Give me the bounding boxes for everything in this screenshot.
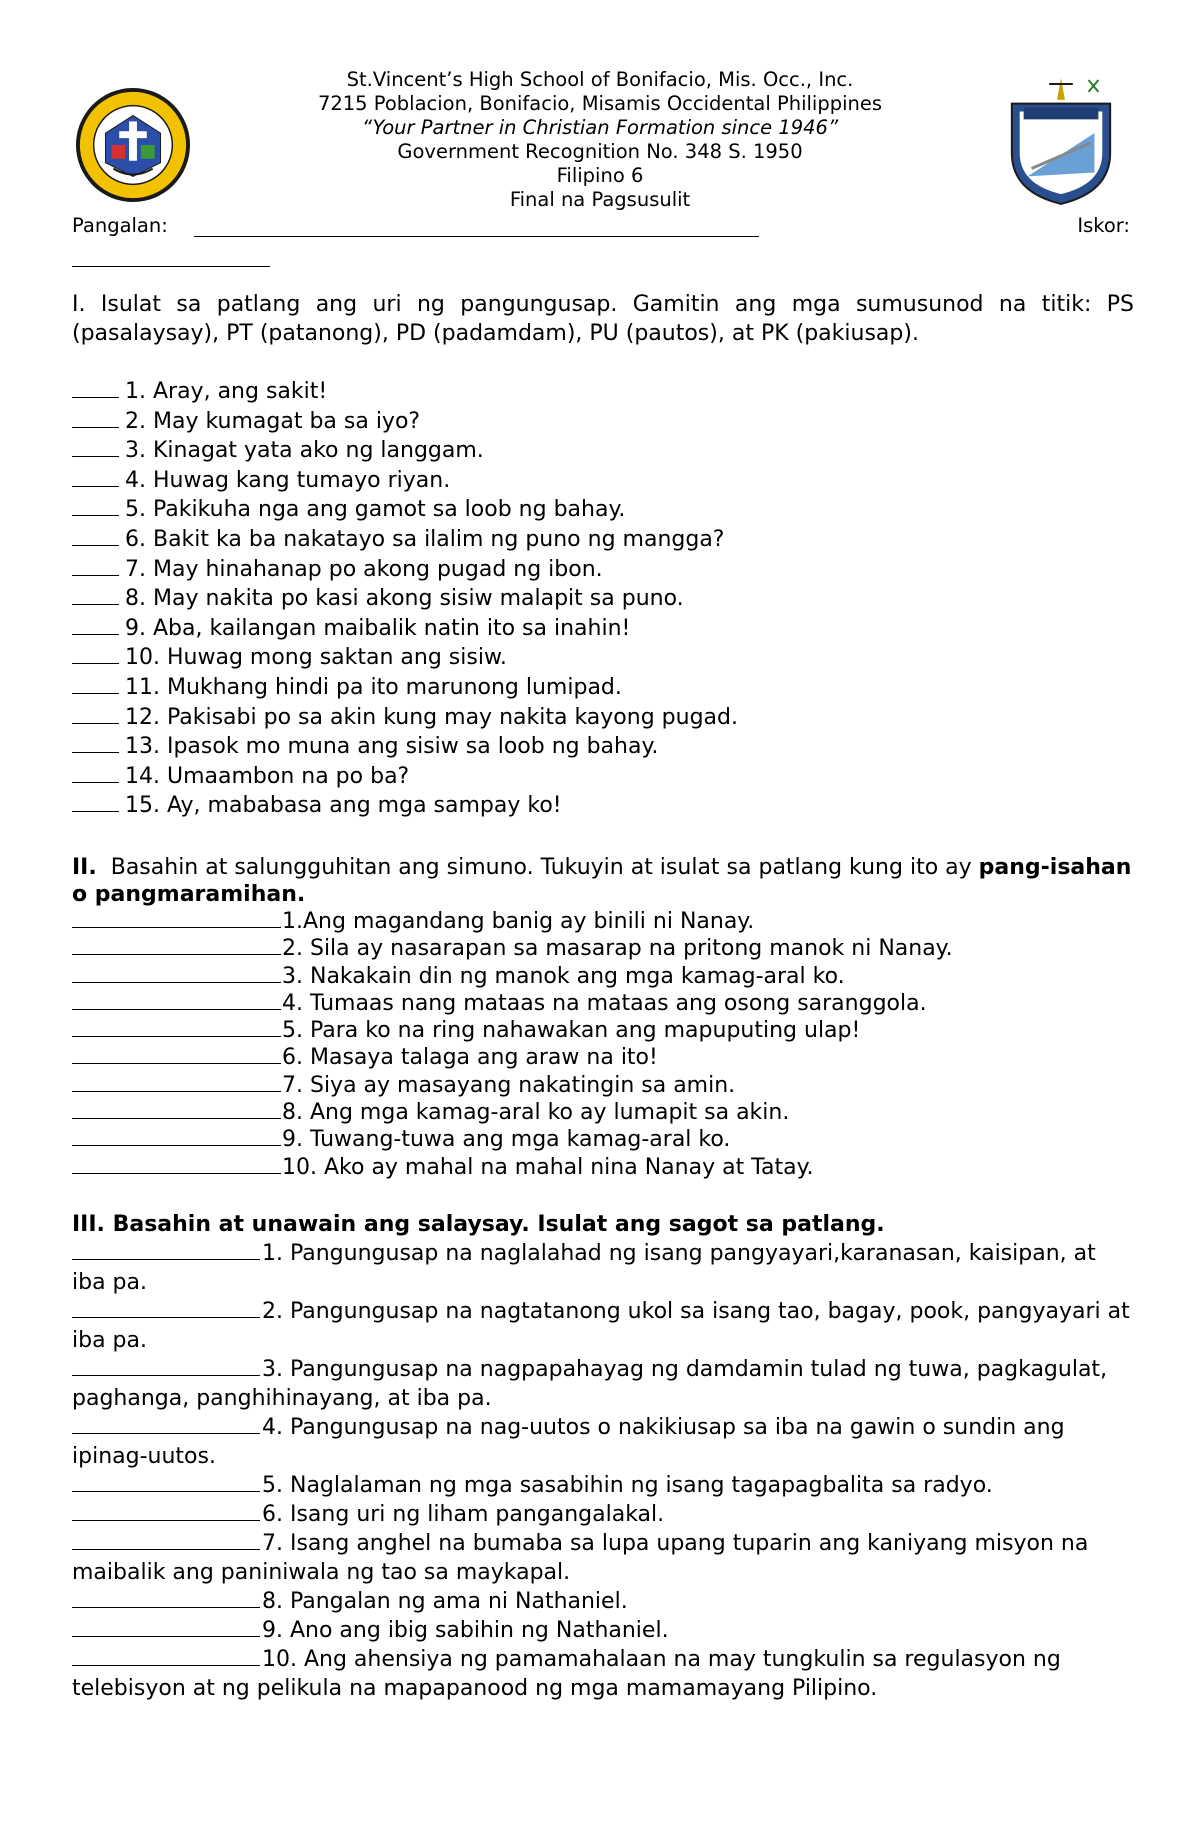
answer-blank[interactable] — [72, 618, 119, 635]
part-3-item-text: 9. Ano ang ibig sabihin ng Nathaniel. — [262, 1618, 669, 1643]
part-1-item — [72, 525, 1134, 555]
answer-blank[interactable] — [72, 795, 119, 812]
part-1-item — [72, 466, 1134, 496]
part-2 — [72, 854, 1134, 1181]
answer-blank[interactable] — [72, 993, 281, 1010]
part-3-item-text: 2. Pangungusap na nagtatanong ukol sa isang tao, bagay, pook, pangyayari at iba pa. — [72, 1299, 1130, 1353]
part-1-item — [72, 436, 1134, 466]
part-1-item — [72, 614, 1134, 644]
part-1-item-text: 8. May nakita po kasi akong sisiw malapit sa puno. — [125, 586, 684, 612]
part-1-item-text: 1. Aray, ang sakit! — [125, 379, 328, 404]
part-1-item-text: 15. Ay, mababasa ang mga sampay ko! — [125, 793, 562, 819]
part-3-item-text: 6. Isang uri ng liham pangangalakal. — [262, 1502, 665, 1527]
part-3-item-text: 4. Pangungusap na nag-uutos o nakikiusap sa iba na gawin o sundin ang ipinag-uutos. — [72, 1415, 1065, 1469]
answer-blank[interactable] — [72, 766, 119, 783]
answer-blank[interactable] — [72, 1301, 260, 1318]
part-1-item-text: 7. May hinahanap po akong pugad ng ibon. — [125, 556, 603, 582]
part-3-item — [72, 1500, 1134, 1529]
part-2-instruction-text: Basahin at salungguhitan ang simuno. Tukuyin at isulat sa patlang kung ito ay — [110, 855, 972, 880]
part-2-item-text: 10. Ako ay mahal na mahal nina Nanay at Tatay. — [282, 1154, 814, 1180]
answer-blank[interactable] — [72, 1102, 281, 1119]
answer-blank[interactable] — [72, 1504, 260, 1521]
part-1-item-text: 3. Kinagat yata ako ng langgam. — [125, 438, 484, 464]
answer-blank[interactable] — [72, 1359, 260, 1376]
part-1-item-text: 11. Mukhang hindi pa ito marunong lumipad. — [125, 674, 622, 700]
part-1-item-text: 5. Pakikuha nga ang gamot sa loob ng bahay. — [125, 497, 626, 523]
part-2-item — [72, 935, 1134, 962]
school-address: 7215 Poblacion, Bonifacio, Misamis Occidental Philippines — [317, 92, 883, 115]
answer-blank[interactable] — [72, 1157, 281, 1174]
part-1-item — [72, 377, 1134, 407]
part-2-items — [72, 908, 1134, 1181]
answer-blank[interactable] — [72, 677, 119, 694]
name-label: Pangalan: — [72, 214, 168, 237]
part-1-item — [72, 762, 1134, 792]
part-1-item — [72, 791, 1134, 821]
part-2-item-text: 6. Masaya talaga ang araw na ito! — [282, 1045, 658, 1071]
answer-blank[interactable] — [72, 1075, 281, 1092]
part-1-item-text: 4. Huwag kang tumayo riyan. — [125, 467, 451, 493]
answer-blank[interactable] — [72, 707, 119, 724]
part-1-instructions: I. Isulat sa patlang ang uri ng pangungusap. Gamitin ang mga sumusunod na titik: PS (pasalaysay), PT (patanong), PD (padamdam), PU (pautos), at PK (pakiusap). — [72, 292, 1134, 346]
answer-blank[interactable] — [72, 440, 119, 457]
part-3-item — [72, 1529, 1134, 1587]
part-3-item-text: 3. Pangungusap na nagpapahayag ng damdamin tulad ng tuwa, pagkagulat, paghanga, panghihinayang, at iba pa. — [72, 1357, 1108, 1411]
part-3 — [72, 1210, 1134, 1703]
answer-blank[interactable] — [72, 559, 119, 576]
answer-blank[interactable] — [72, 1649, 260, 1666]
part-2-numeral: II. — [72, 855, 97, 880]
answer-blank[interactable] — [72, 911, 281, 928]
part-1-item-text: 12. Pakisabi po sa akin kung may nakita kayong pugad. — [125, 704, 738, 730]
part-2-item — [72, 963, 1134, 990]
part-3-item — [72, 1239, 1134, 1297]
subject: Filipino 6 — [556, 164, 644, 187]
part-2-item — [72, 1017, 1134, 1044]
answer-blank[interactable] — [72, 966, 281, 983]
part-3-item — [72, 1413, 1134, 1471]
part-3-instruction-text: III. Basahin at unawain ang salaysay. Isulat ang sagot sa patlang. — [72, 1212, 885, 1237]
answer-blank[interactable] — [72, 499, 119, 516]
document-header — [0, 68, 1200, 212]
score-label: Iskor: — [1077, 214, 1130, 237]
part-1-item — [72, 673, 1134, 703]
part-2-item-text: 9. Tuwang-tuwa ang mga kamag-aral ko. — [282, 1127, 731, 1153]
part-2-item-text: 5. Para ko na ring nahawakan ang mapuputing ulap! — [282, 1018, 861, 1044]
part-1-items — [72, 377, 1134, 821]
government-recognition: Government Recognition No. 348 S. 1950 — [397, 140, 803, 163]
part-1 — [72, 290, 1134, 821]
part-2-item — [72, 1044, 1134, 1071]
answer-blank[interactable] — [72, 381, 119, 398]
part-3-item-text: 5. Naglalaman ng mga sasabihin ng isang tagapagbalita sa radyo. — [262, 1473, 993, 1498]
answer-blank[interactable] — [72, 411, 119, 428]
part-3-item — [72, 1587, 1134, 1616]
part-2-item — [72, 1099, 1134, 1126]
part-1-item — [72, 703, 1134, 733]
answer-blank[interactable] — [72, 1475, 260, 1492]
answer-blank[interactable] — [72, 1591, 260, 1608]
part-1-item-text: 13. Ipasok mo muna ang sisiw sa loob ng bahay. — [125, 734, 659, 760]
answer-blank[interactable] — [72, 938, 281, 955]
part-3-item — [72, 1297, 1134, 1355]
part-1-item-text: 6. Bakit ka ba nakatayo sa ilalim ng puno ng mangga? — [125, 526, 725, 552]
part-3-item-text: 8. Pangalan ng ama ni Nathaniel. — [262, 1589, 628, 1614]
part-3-item-text: 1. Pangungusap na naglalahad ng isang pangyayari,karanasan, kaisipan, at iba pa. — [72, 1241, 1096, 1295]
part-1-item — [72, 643, 1134, 673]
part-2-instructions — [72, 854, 1134, 908]
answer-blank[interactable] — [72, 647, 119, 664]
answer-blank[interactable] — [72, 1129, 281, 1146]
answer-blank[interactable] — [72, 1417, 260, 1434]
part-1-item — [72, 495, 1134, 525]
part-3-item — [72, 1355, 1134, 1413]
answer-blank[interactable] — [72, 588, 119, 605]
answer-blank[interactable] — [72, 1243, 260, 1260]
exam-title: Final na Pagsusulit — [509, 188, 691, 211]
part-2-item-text: 7. Siya ay masayang nakatingin sa amin. — [282, 1072, 736, 1098]
part-1-item — [72, 584, 1134, 614]
part-2-item-text: 3. Nakakain din ng manok ang mga kamag-aral ko. — [282, 963, 845, 989]
part-3-instructions — [72, 1210, 1134, 1239]
part-3-item-text: 10. Ang ahensiya ng pamamahalaan na may tungkulin sa regulasyon ng telebisyon at ng pelikula na mapapanood ng mga mamamayang Pilipino. — [72, 1647, 1061, 1701]
part-3-items — [72, 1239, 1134, 1703]
part-2-item — [72, 1154, 1134, 1181]
part-1-item-text: 14. Umaambon na po ba? — [125, 763, 410, 789]
part-3-item — [72, 1645, 1134, 1703]
part-2-item — [72, 908, 1134, 935]
part-1-item-text: 2. May kumagat ba sa iyo? — [125, 408, 421, 434]
answer-blank[interactable] — [72, 1047, 281, 1064]
part-2-item-text: 2. Sila ay nasarapan sa masarap na pritong manok ni Nanay. — [282, 936, 953, 962]
part-3-item-text: 7. Isang anghel na bumaba sa lupa upang tuparin ang kaniyang misyon na maibalik ang paniniwala ng tao sa maykapal. — [72, 1531, 1089, 1585]
part-2-item — [72, 1126, 1134, 1153]
school-name: St.Vincent’s High School of Bonifacio, Mis. Occ., Inc. — [346, 68, 854, 91]
part-2-item-text: 1.Ang magandang banig ay binili ni Nanay. — [282, 909, 755, 934]
part-2-item — [72, 1072, 1134, 1099]
part-1-item — [72, 407, 1134, 437]
part-1-item — [72, 732, 1134, 762]
part-2-item-text: 4. Tumaas nang mataas na mataas ang osong saranggola. — [282, 990, 927, 1016]
part-1-item-text: 9. Aba, kailangan maibalik natin ito sa inahin! — [125, 615, 631, 641]
part-3-item — [72, 1616, 1134, 1645]
school-motto: “Your Partner in Christian Formation since 1946” — [361, 116, 839, 139]
part-1-item-text: 10. Huwag mong saktan ang sisiw. — [125, 645, 507, 671]
answer-blank[interactable] — [72, 1620, 260, 1637]
part-1-item — [72, 555, 1134, 585]
part-3-item — [72, 1471, 1134, 1500]
answer-blank[interactable] — [72, 1020, 281, 1037]
part-2-item — [72, 990, 1134, 1017]
score-field[interactable] — [72, 266, 270, 267]
part-2-instruction-bold: pang-isahan o pangmaramihan. — [72, 855, 1132, 907]
answer-blank[interactable] — [72, 1533, 260, 1550]
answer-blank[interactable] — [72, 470, 119, 487]
answer-blank[interactable] — [72, 736, 119, 753]
part-2-item-text: 8. Ang mga kamag-aral ko ay lumapit sa akin. — [282, 1100, 790, 1126]
name-field[interactable] — [194, 236, 759, 237]
answer-blank[interactable] — [72, 529, 119, 546]
